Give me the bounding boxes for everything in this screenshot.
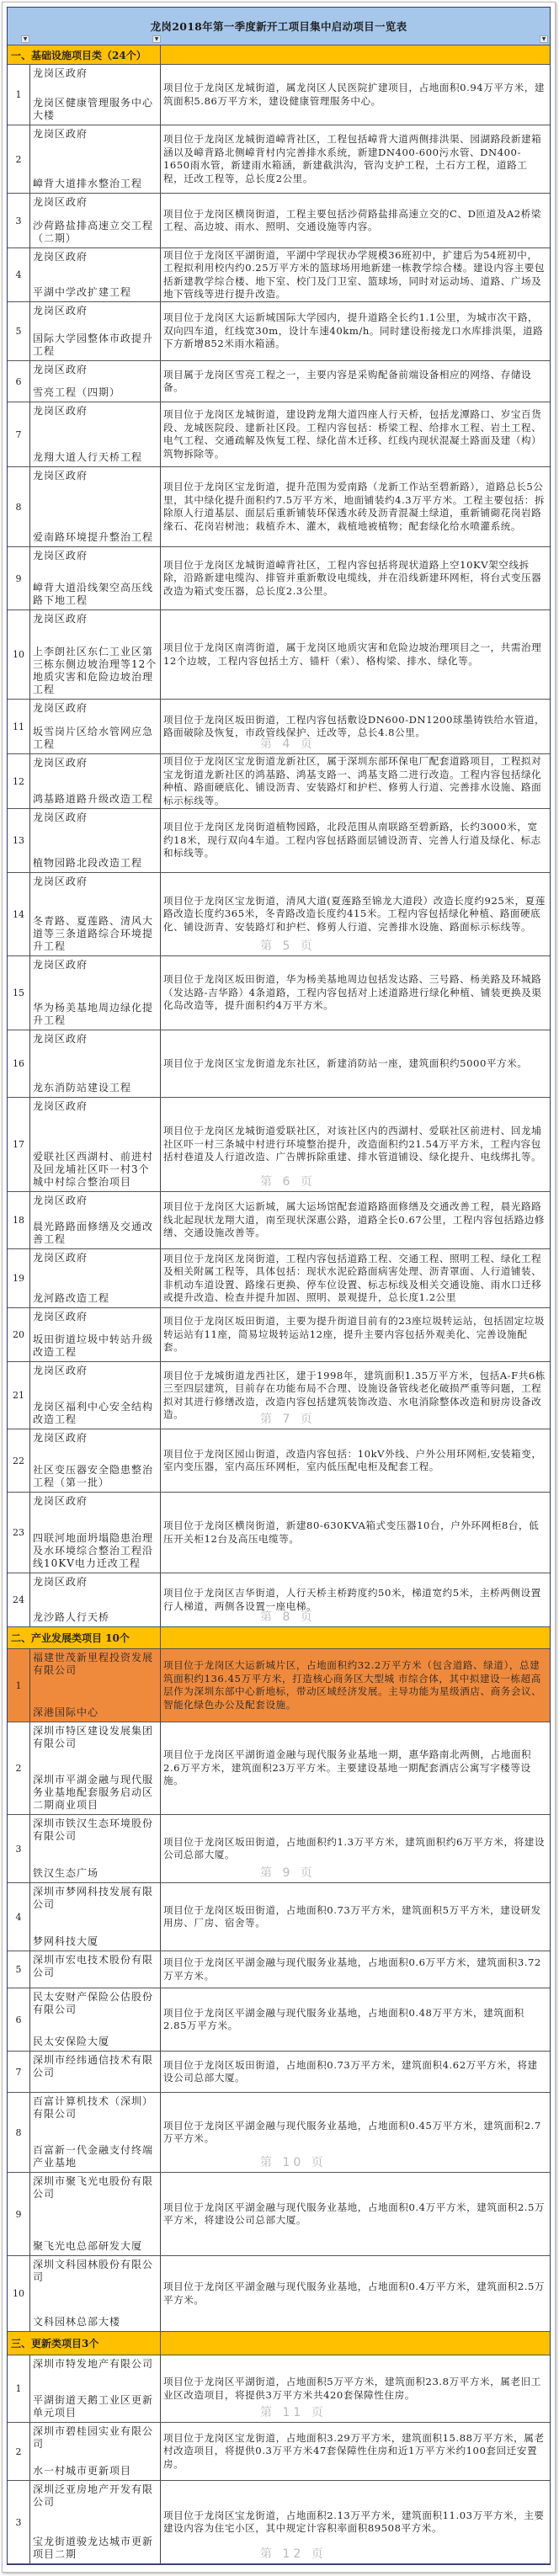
project-owner: 龙岗区政府 [33, 470, 88, 482]
row-number: 1 [8, 2355, 30, 2422]
project-description: 项目位于龙岗区宝龙街道，占地面积2.13万平方米，建筑面积11.03万平方米，主要建设内容为住宅小区，其中规定计容积率面积89508平方米。 [163, 2509, 545, 2534]
description-cell [161, 1362, 550, 1429]
project-owner: 龙岗区政府 [33, 757, 88, 769]
project-owner: 深圳市宏电技术股份有限公司 [33, 1954, 154, 1978]
project-name: 深港国际中心 [33, 1706, 99, 1718]
table-row [8, 361, 550, 402]
owner-cell [30, 467, 161, 546]
owner-cell [30, 1815, 161, 1882]
row-number: 14 [8, 873, 30, 955]
description-cell [161, 809, 550, 872]
description-cell [161, 1429, 550, 1492]
project-name: 水一村城市更新项目 [33, 2465, 132, 2477]
project-owner: 龙岗区政府 [33, 1252, 88, 1264]
project-owner: 龙岗区政府 [33, 305, 88, 317]
project-name: 百富新一代金融支付终端产业基地 [33, 2144, 154, 2169]
project-name: 植物园路北段改造工程 [33, 857, 143, 869]
table-row [8, 2093, 550, 2173]
description-cell [161, 873, 550, 955]
table-row [8, 1722, 550, 1815]
description-cell [161, 1249, 550, 1307]
description-cell [161, 610, 550, 699]
project-owner: 龙岗区政府 [33, 876, 88, 887]
project-description: 项目位于龙岗区南湾街道，属于龙岗区地质灾害和危险边坡治理项目之一，共需治理12个边坡，工程内容包括土方、锚杆（索）、格构梁、排水、绿化等。 [163, 641, 542, 667]
description-cell [161, 1722, 550, 1814]
page-title: 龙岗2018年第一季度新开工项目集中启动项目一览表 [150, 20, 407, 33]
project-description: 项目位于龙岗区龙城街道嶂背社区，工程包括嶂背大道两侧排洪渠、园湖路段新建箱涵以及嶂背路北侧嶂背村内完善排水系统，新建DN400-600污水管、DN400-1650雨水管，新建雨水箱涵，新建截洪沟，管沟支护工程，土石方工程，道路工程，迁改工程等，总长度2公里。 [163, 133, 542, 184]
description-cell [161, 1098, 550, 1191]
owner-cell [30, 700, 161, 753]
description-cell [161, 65, 550, 125]
owner-cell [30, 873, 161, 955]
row-number: 9 [8, 547, 30, 609]
project-description: 项目位于龙岗区大运新城国际大学园内，提升道路全长约1.1公里，为城市次干路，双向四车道，红线宽30m，设计车速40km/h。同时建设衔接龙口水库排洪渠，道路下方新增852米雨水箱涵。 [163, 311, 544, 350]
project-name: 龙翔大道人行天桥工程 [33, 451, 143, 463]
owner-cell [30, 1988, 161, 2051]
description-cell [161, 1815, 550, 1882]
row-number: 5 [8, 1951, 30, 1988]
project-description: 项目位于龙岗区龙城街道爱联社区，对该社区内的西湖村、爱联社区前进村、回龙埔社区吓一村三条城中村进行环境整治提升，改造面积约21.54万平方米，工程内容包括村巷道及人行道改造、广告牌拆除重建、排水管道铺设、绿化提升、电线绑扎等。 [163, 1125, 542, 1163]
project-owner: 龙岗区政府 [33, 550, 88, 562]
owner-cell [30, 194, 161, 247]
project-description: 项目位于龙岗区龙岗街道植物园路，北段范围从南联路至碧新路，长约3000米，宽约18米，现行双向4车道。工程内容包括路面层铺设沥青、完善人行道及绿化、标志和标线等。 [163, 821, 541, 860]
table-row [8, 610, 550, 700]
project-description: 项目位于龙岗区横岗街道，新建80-630KVA箱式变压器10台，户外环网柜8台，低压开关柜12台及高压电缆等。 [163, 1520, 540, 1545]
project-owner: 龙岗区政府 [33, 1195, 88, 1206]
project-owner: 龙岗区政府 [33, 1365, 88, 1376]
project-name: 雪亮工程（四期） [33, 386, 121, 398]
row-number: 17 [8, 1098, 30, 1191]
description-cell [161, 1192, 550, 1248]
description-cell [161, 1988, 550, 2051]
project-owner: 龙岗区政府 [33, 1432, 88, 1444]
project-name: 龙河路改造工程 [33, 1292, 110, 1304]
table-row [8, 547, 550, 610]
owner-cell [30, 2173, 161, 2255]
row-number: 13 [8, 809, 30, 872]
owner-cell [30, 302, 161, 360]
project-name: 聚飞光电总部研发大厦 [33, 2240, 143, 2252]
owner-cell [30, 248, 161, 301]
project-name: 爱联社区西湖村、前进村及回龙埔社区吓一村3个城中村综合整治项目 [33, 1151, 154, 1188]
page-number-watermark: 第 4 页 [260, 737, 316, 751]
project-name: 龙岗区福利中心安全结构改造工程 [33, 1401, 154, 1425]
project-description: 项目位于龙岗区吉华街道，人行天桥主桥跨度约50米，梯道宽约5米，主桥两侧设置行人梯道，两侧各设置一座电梯。 [163, 1587, 541, 1612]
table-row [8, 2256, 550, 2332]
project-name: 坂雪岗片区给水管网应急工程 [33, 726, 154, 750]
table-row [8, 1098, 550, 1192]
table-row [8, 248, 550, 302]
row-number: 8 [8, 467, 30, 546]
description-cell [161, 2423, 550, 2480]
project-name: 龙岗区健康管理服务中心大楼 [33, 97, 154, 121]
project-owner: 龙岗区政府 [33, 251, 88, 263]
row-number: 12 [8, 754, 30, 808]
project-description: 项目位于龙岗区龙岗街道，工程内容包括道路工程、交通工程、照明工程、绿化工程及相关附属工程等，具体包括：现状水泥砼路面病害处理、沥青罩面、人行道铺装、非机动车道设置、路缘石更换、停车位设置、标志标线及相关交通设施、雨水口迁移或提升改造、检查井提升加固、照明、景观提升，总长度1.2公里 [163, 1252, 542, 1303]
description-cell [161, 194, 550, 247]
section-header [8, 1627, 550, 1649]
project-name: 深圳市平湖金融与现代服务业基地配套服务启动区二期商业项目 [33, 1774, 154, 1811]
owner-cell [30, 1362, 161, 1429]
row-number: 4 [8, 1883, 30, 1951]
row-number: 6 [8, 1988, 30, 2051]
project-name: 铁汉生态广场 [33, 1867, 99, 1879]
project-name: 上李朗社区东仁工业区第三栋东侧边坡治理等12个地质灾害和危险边坡治理工程 [33, 646, 157, 695]
project-description: 项目位于龙城街道龙西社区，建于1998年，建筑面积1.35万平方米，包括A-F共6栋三至四层建筑，目前存在功能布局不合理、设施设备管线老化破损严重等问题，工程拟对其进行修缮改造，改造内容包括建筑装饰改造、水电消除整体改造和厨房设备改造。 [163, 1369, 546, 1420]
table-row [8, 1573, 550, 1627]
filter-dropdown-icon[interactable]: ▼ [540, 35, 548, 43]
table-row [8, 1988, 550, 2052]
page-number-watermark: 第 9 页 [260, 1866, 316, 1880]
owner-cell [30, 2481, 161, 2563]
project-owner: 深圳市特发地产有限公司 [33, 2358, 154, 2370]
project-description: 项目位于龙岗区平湖街道，占地面积5万平方米，建筑面积23.8万平方米，属老旧工业区改造项目，将提供3万平方米共420套保障性住房。 [163, 2376, 541, 2401]
project-owner: 龙岗区政府 [33, 1495, 88, 1507]
table-row [8, 873, 550, 956]
row-number: 24 [8, 1573, 30, 1626]
owner-cell [30, 1429, 161, 1492]
table-row [8, 809, 550, 873]
table-row [8, 1883, 550, 1951]
owner-cell [30, 125, 161, 193]
project-name: 坂田街道垃圾中转站升级改造工程 [33, 1333, 154, 1358]
table-row [8, 1493, 550, 1573]
project-owner: 深圳市经纬通信技术有限公司 [33, 2054, 154, 2078]
row-number: 8 [8, 2093, 30, 2172]
row-number: 7 [8, 2052, 30, 2092]
project-owner: 龙岗区政府 [33, 1100, 88, 1112]
description-cell [161, 248, 550, 301]
description-cell [161, 1573, 550, 1626]
owner-cell [30, 402, 161, 466]
owner-cell [30, 1951, 161, 1988]
filter-dropdown-icon[interactable]: ▼ [152, 35, 161, 43]
section-title: 三、更新类项目3个 [8, 2332, 161, 2355]
row-number: 9 [8, 2173, 30, 2255]
project-owner: 龙岗区政府 [33, 128, 88, 140]
description-cell [161, 2481, 550, 2563]
description-cell [161, 2355, 550, 2422]
project-name: 龙东消防站建设工程 [33, 1082, 132, 1094]
project-name: 国际大学园整体市政提升工程 [33, 333, 154, 357]
row-number: 7 [8, 402, 30, 466]
row-number: 3 [8, 1815, 30, 1882]
description-cell [161, 1883, 550, 1951]
project-name: 晨光路路面修缮及交通改善工程 [33, 1221, 154, 1245]
row-number: 2 [8, 125, 30, 193]
project-description: 项目位于龙岗区宝龙街道，提升范围为爱南路（龙新工作站至碧新路），道路总长5公里，其中绿化提升面积约7.5万平方米，地面铺装约4.3万平方米。工程主要包括：拆除原人行道基层、面层后重新铺装环保透水砖及沥青混凝土绿道，重新铺砌花岗岩路缘石、花岗岩树池；栽植乔木、灌木，栽植地被植物；配套绿化给水喷灌系统。 [163, 481, 546, 532]
project-name: 华为杨美基地周边绿化提升工程 [33, 1002, 154, 1026]
row-number: 11 [8, 700, 30, 753]
row-number: 5 [8, 302, 30, 360]
project-name: 梦网科技大厦 [33, 1935, 99, 1947]
project-description: 项目位于龙岗区坂田街道，占地面积0.73万平方米，建筑面积4.62万平方米，将建设公司总部大厦。 [163, 2058, 538, 2084]
table-row [8, 2173, 550, 2256]
project-description: 项目位于龙岗区宝龙街道，清风大道(夏莲路至锦龙大道段）改造长度约925米，夏莲路改造长度约365米，冬青路改造长度约415米。工程内容包括绿化种植、路面硬底化、铺设沥青、安装路灯和护栏、修剪人行道、完善排水设施、路面标示标线等。 [163, 894, 546, 933]
page-number-watermark: 第 7 页 [260, 1413, 316, 1426]
project-description: 项目位于龙岗区龙城街道嶂背社区，工程内容包括将现状道路上空10KV架空线拆除，沿路新建电缆沟、排管并重新敷设电缆线，并在沿线新建环网柜，将台式变压器改造为箱式变压器，总长度2.3公里。 [163, 558, 542, 597]
table-row [8, 402, 550, 467]
project-name: 四联河地面坍塌隐患治理及水环境综合整治工程沿线10KV电力迁改工程 [33, 1532, 154, 1569]
project-owner: 龙岗区政府 [33, 1576, 88, 1588]
project-description: 项目位于龙岗区坂田街道，主要为提升街道目前有的23座垃圾转运站，包括固定垃圾转运站有11座，简易垃圾转运站12座，提升主要内容包括外观美化、完善设施配套。 [163, 1315, 546, 1354]
table-row [8, 1249, 550, 1308]
table-row [8, 2481, 550, 2564]
description-cell [161, 1493, 550, 1573]
table-row [8, 1429, 550, 1493]
row-number: 20 [8, 1308, 30, 1361]
description-cell [161, 361, 550, 402]
row-number: 15 [8, 956, 30, 1030]
owner-cell [30, 361, 161, 402]
page-number-watermark: 第 5 页 [260, 939, 316, 953]
row-number: 2 [8, 1722, 30, 1814]
project-owner: 民太安财产保险公估股份有限公司 [33, 1991, 154, 2015]
owner-cell [30, 2423, 161, 2480]
table-row [8, 1649, 550, 1722]
row-number: 23 [8, 1493, 30, 1573]
owner-cell [30, 1098, 161, 1191]
table-row [8, 467, 550, 547]
owner-cell [30, 2355, 161, 2422]
row-number: 10 [8, 610, 30, 699]
description-cell [161, 956, 550, 1030]
table-row [8, 1362, 550, 1429]
section-header [8, 2332, 550, 2355]
project-description: 项目位于龙岗区平湖街道金融与现代服务业基地一期，惠华路南北两侧，占地面积2.6万平方米，建筑面积23万平方米。主要建设基地一期配套酒店公寓写字楼等设施。 [163, 1748, 532, 1787]
project-name: 爱南路环境提升整治工程 [33, 531, 154, 543]
table-title-row [8, 8, 550, 45]
project-owner: 龙岗区政府 [33, 364, 88, 375]
table-row [8, 194, 550, 248]
project-description: 项目位于龙岗区平湖金融与现代服务业基地，占地面积0.4万平方米，建筑面积2.5万平方米，将建设公司总部大厦。 [163, 2201, 546, 2226]
project-owner: 深圳市梦网科技发展有限公司 [33, 1886, 154, 1910]
project-name: 平湖街道天鹅工业区更新单元项目 [33, 2394, 154, 2419]
description-cell [161, 1951, 550, 1988]
project-description: 项目位于龙岗区宝龙街道龙东社区，新建消防站一座，建筑面积约5000平方米。 [163, 1056, 528, 1069]
description-cell [161, 467, 550, 546]
project-description: 项目位于龙岗区坂田街道，占地面积0.73万平方米，建筑面积5万平方米，建设研发用房、厂房、宿舍等。 [163, 1903, 541, 1929]
description-cell [161, 302, 550, 360]
page-number-watermark: 第 11 页 [260, 2406, 327, 2419]
owner-cell [30, 1493, 161, 1573]
row-number: 3 [8, 2481, 30, 2563]
owner-cell [30, 754, 161, 808]
description-cell [161, 1308, 550, 1361]
row-number: 3 [8, 194, 30, 247]
project-description: 项目位于龙岗区宝龙街道龙新社区，属于深圳东部环保电厂配套道路项目，工程拟对宝龙街道龙新社区的鸿基路、鸿基支路一、鸿基支路二进行改造。工程内容包括绿化种植、路面硬底化、铺设沥青、安装路灯和护栏、修剪人行道、完善排水设施、路面标示标线等。 [163, 755, 542, 806]
table-row [8, 956, 550, 1030]
owner-cell [30, 1192, 161, 1248]
table-row [8, 754, 550, 809]
section-header [8, 45, 550, 65]
description-cell [161, 700, 550, 753]
project-description: 项目位于龙岗区园山街道，改造内容包括：10kV外线、户外公用环网柜,安装箱变，室内变压器，室内高压环网柜，室内低压配电柜及配套工程。 [163, 1447, 542, 1472]
project-description: 项目位于龙岗区龙城街道，建设跨龙翔大道四座人行天桥，包括龙潭路口、岁宝百货段、龙城医院段、建新社区段。工程内容包括：桥梁工程、给排水工程、岩土工程、电气工程、交通疏解及恢复工程、绿化苗木迁移、红线内现状混凝土路面及建（构）筑物拆除等。 [163, 408, 542, 460]
owner-cell [30, 1722, 161, 1814]
owner-cell [30, 1573, 161, 1626]
table-row [8, 125, 550, 194]
owner-cell [30, 2256, 161, 2331]
row-number: 10 [8, 2256, 30, 2331]
table-row [8, 302, 550, 361]
project-owner: 龙岗区政府 [33, 196, 88, 208]
project-description: 项目位于龙岗区大运新城片区，占地面积约32.2万平方米（包含道路、绿道），总建筑面积约136.45万平方米，打造核心商务区大型城 市综合体，其中拟建设一栋超高层作为深圳东部中心新地标，带动区域经济发展。主导功能为星级酒店、商务会议、智能化绿色办公及配套设施。 [163, 1659, 542, 1711]
description-cell [161, 547, 550, 609]
section-title: 一、基础设施项目类（24个） [8, 45, 161, 64]
row-number: 18 [8, 1192, 30, 1248]
owner-cell [30, 1030, 161, 1097]
owner-cell [30, 1883, 161, 1951]
project-owner: 龙岗区政府 [33, 812, 88, 823]
project-owner: 龙岗区政府 [33, 613, 88, 625]
owner-cell [30, 1249, 161, 1307]
table-row [8, 2355, 550, 2423]
page-number-watermark: 第 8 页 [260, 1610, 316, 1624]
row-number: 1 [8, 1649, 30, 1722]
row-number: 22 [8, 1429, 30, 1492]
row-number: 6 [8, 361, 30, 402]
project-description: 项目属于龙岗区雪亮工程之一，主要内容是采购配备前端设备相应的网络、存储设备。 [163, 368, 532, 393]
description-cell [161, 1030, 550, 1097]
project-owner: 龙岗区政府 [33, 702, 88, 714]
table-row [8, 700, 550, 754]
description-cell [161, 2173, 550, 2255]
project-owner: 龙岗区政府 [33, 67, 88, 79]
owner-cell [30, 1308, 161, 1361]
project-name: 平湖中学改扩建工程 [33, 286, 132, 298]
owner-cell [30, 547, 161, 609]
description-cell [161, 2256, 550, 2331]
description-cell [161, 2052, 550, 2092]
project-description: 项目位于龙岗区横岗街道，工程主要包括沙荷路盐排高速立交的C、D匝道及A2桥梁工程、高边坡、雨水、照明、交通设施等内容。 [163, 207, 542, 232]
row-number: 19 [8, 1249, 30, 1307]
table-row [8, 1815, 550, 1883]
owner-cell [30, 809, 161, 872]
project-name: 宝龙街道骏龙达城市更新项目二期 [33, 2536, 154, 2560]
owner-cell [30, 956, 161, 1030]
project-name: 嶂背大道排水整治工程 [33, 178, 143, 189]
project-description: 项目位于龙岗区平湖金融与现代服务业基地，占地面积0.6万平方米，建筑面积3.72万平方米。 [163, 1956, 541, 1982]
row-number: 2 [8, 2423, 30, 2480]
row-number: 21 [8, 1362, 30, 1429]
table-row [8, 65, 550, 125]
table-row [8, 1951, 550, 1988]
owner-cell [30, 2093, 161, 2172]
project-description: 项目位于龙岗区平湖金融与现代服务业基地，占地面积0.4万平方米，建筑面积2.5万平方米。 [163, 2281, 546, 2306]
row-number: 4 [8, 248, 30, 301]
project-name: 沙荷路盐排高速立交工程（二期） [33, 220, 154, 244]
project-owner: 深圳市碧桂园实业有限公司 [33, 2425, 154, 2450]
project-owner: 深圳市特区建设发展集团有限公司 [33, 1725, 154, 1749]
page-number-watermark: 第 10 页 [260, 2156, 327, 2169]
project-owner: 深圳市铁汉生态环境股份有限公司 [33, 1818, 154, 1842]
project-description: 项目位于龙岗区大运新城，属大运场馆配套道路路面修缮及交通改善工程，晨光路路线北起现状龙翔大道，南至现状深惠公路，道路全长0.67公里，工程内容包括路边修缮、交通设施改善等。 [163, 1200, 546, 1239]
project-description: 项目位于龙岗区坂田街道，华为杨美基地周边包括发达路、三号路、杨美路及环城路（发达路-吉华路）4条道路，工程内容包括对上述道路进行绿化种植、铺装更换及渠化岛改造等，提升面积约4万平方米。 [163, 973, 542, 1012]
description-cell [161, 2093, 550, 2172]
project-description: 项目位于龙岗区平湖金融与现代服务业基地，占地面积0.45万平方米，建筑面积2.7万平方米。 [163, 2119, 541, 2144]
table-row [8, 2423, 550, 2481]
row-number: 16 [8, 1030, 30, 1097]
project-description: 项目位于龙岗区平湖金融与现代服务业基地，占地面积0.48万平方米，建筑面积2.85万平方米。 [163, 2006, 524, 2031]
project-name: 社区变压器安全隐患整治工程（第一批） [33, 1464, 154, 1488]
filter-dropdown-icon[interactable]: ▼ [21, 35, 29, 43]
description-cell [161, 402, 550, 466]
project-description: 项目位于龙岗区宝龙街道，占地面积3.29万平方米，建筑面积15.88万平方米，属老村改造项目，将提供0.3万平方米47套保障性住房和近1万平方米约100套回迁安置房。 [163, 2431, 545, 2470]
project-name: 龙沙路人行天桥 [33, 1611, 110, 1623]
project-table [7, 7, 551, 2565]
project-description: 项目位于龙岗区坂田街道，工程内容包括敷设DN600-DN1200球墨铸铁给水管道，路面破除及恢复，市政管线保护、迁改等，总长4.8公里。 [163, 713, 546, 738]
section-title: 二、产业发展类项目 10个 [8, 1627, 161, 1648]
project-name: 鸿基路道路升级改造工程 [33, 793, 154, 805]
project-description: 项目位于龙岗区平湖街道，平湖中学现状办学规模36班初中，扩建后为54班初中，工程拟利用校内约0.25万平方米的篮球场用地新建一栋教学综合楼。建设内容主要包括新建教学综合楼、地下室、校门及门卫室、篮球场，同时对运动场、道路、广场及地下管线等进行提升改造。 [163, 248, 546, 300]
description-cell [161, 125, 550, 193]
project-owner: 百富计算机技术（深圳）有限公司 [33, 2095, 154, 2120]
description-cell [161, 1649, 550, 1722]
project-name: 冬青路、夏莲路、清风大道等三条道路综合环境提升工程 [33, 915, 154, 952]
table-row [8, 2052, 550, 2093]
project-owner: 龙岗区政府 [33, 959, 88, 971]
table-row [8, 1030, 550, 1098]
owner-cell [30, 610, 161, 699]
page-number-watermark: 第 12 页 [260, 2547, 327, 2561]
description-cell [161, 754, 550, 808]
project-name: 文科园林总部大楼 [33, 2316, 121, 2328]
project-description: 项目位于龙岗区坂田街道，占地面积约1.3万平方米，建筑面积约6万平方米，将建设公司总部大厦。 [163, 1835, 546, 1860]
owner-cell [30, 2052, 161, 2092]
owner-cell [30, 1649, 161, 1722]
project-description: 项目位于龙岗区龙城街道，属龙岗区人民医院扩建项目，占地面积0.94万平方米，建筑面积5.86万平方米，建设健康管理服务中心。 [163, 82, 546, 107]
project-owner: 龙岗区政府 [33, 1311, 88, 1323]
owner-cell [30, 65, 161, 125]
project-owner: 深圳泛亚房地产开发有限公司 [33, 2483, 154, 2508]
project-name: 民太安保险大厦 [33, 2036, 110, 2047]
project-owner: 龙岗区政府 [33, 405, 88, 417]
table-row [8, 1308, 550, 1362]
project-owner: 深圳市聚飞光电股份有限公司 [33, 2175, 154, 2200]
row-number: 1 [8, 65, 30, 125]
project-name: 嶂背大道沿线架空高压线路下地工程 [33, 582, 154, 606]
page-number-watermark: 第 6 页 [260, 1175, 316, 1189]
project-owner: 福建世茂新里程投资发展有限公司 [33, 1652, 154, 1676]
table-row [8, 1192, 550, 1249]
project-owner: 龙岗区政府 [33, 1033, 88, 1045]
project-owner: 深圳文科园林股份有限公司 [33, 2259, 154, 2283]
